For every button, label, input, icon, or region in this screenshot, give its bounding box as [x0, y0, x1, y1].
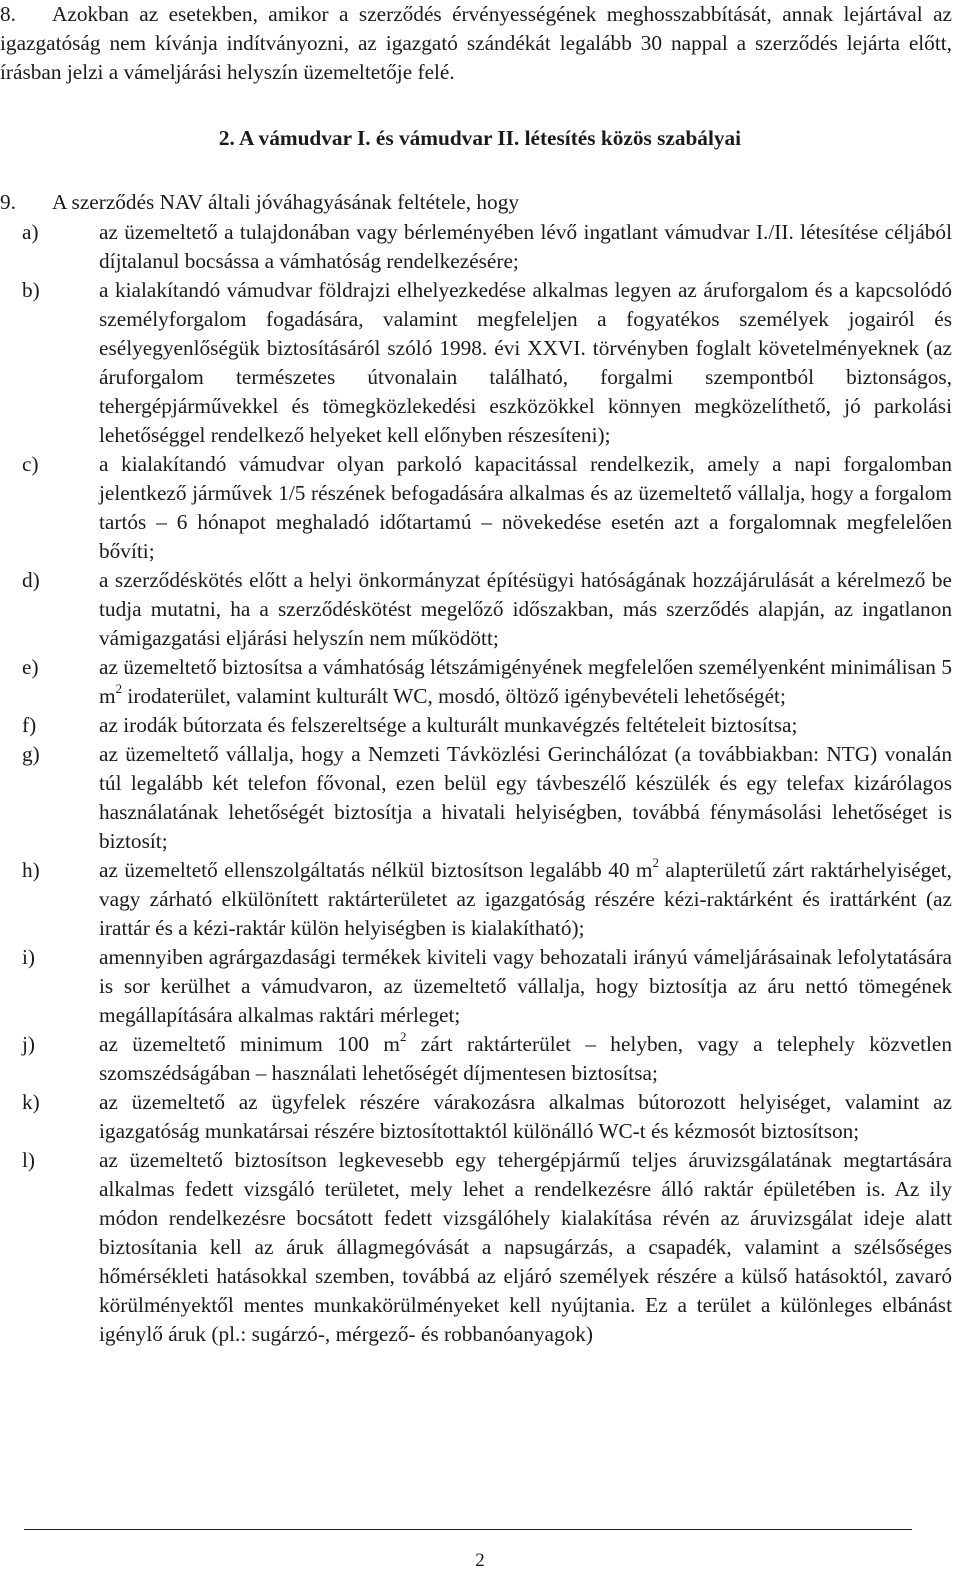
paragraph-8: [0, 0, 952, 87]
list-item-text-before: az üzemeltető biztosítsa a vámhatóság létszámigényének megfelelően személyenként minimálisan 5 m: [99, 655, 952, 708]
list-item-f: [0, 711, 952, 740]
list-item-text: [99, 1030, 952, 1088]
list-item-text: az irodák bútorzata és felszereltsége a kulturált munkavégzés feltételeit biztosítsa;: [99, 713, 798, 737]
list-item-c: [0, 450, 952, 566]
list-item-label: j): [22, 1032, 36, 1056]
section-heading: 2. A vámudvar I. és vámudvar II. létesítés közös szabályai: [218, 126, 742, 150]
list-item-text: az üzemeltető vállalja, hogy a Nemzeti Távközlési Gerinchálózat (a továbbiakban: NTG) vonalán túl legalább két telefon fővonal, ezen belül egy távbeszélő készülék és egy telefax kizárólagos használatának lehetőségét biztosítja a hivatali helyiségben, továbbá fénymásolási lehetőséget is biztosít;: [99, 742, 952, 853]
superscript: 2: [399, 1028, 407, 1044]
list-item-h: [0, 856, 952, 943]
list-item-i: [0, 943, 952, 1030]
list-item-label: d): [22, 568, 40, 592]
list-item-text-after: zárt raktárterület – helyben, vagy a telephely közvetlen szomszédságában – használati lehetőségét díjmentesen biztosítsa;: [99, 1032, 953, 1085]
list-item-text-before: az üzemeltető minimum 100 m: [99, 1032, 400, 1056]
list-item-g: [0, 740, 952, 856]
list-item-label: h): [22, 858, 40, 882]
list-item-text-after: alapterületű zárt raktárhelyiséget, vagy zárható elkülönített raktárterületet az igazgatóság részére kézi-raktárként és irattárként (az irattár és a kézi-raktár külön helyiségben is kialakítható);: [99, 858, 952, 940]
list-item-k: [0, 1088, 952, 1146]
list-item-text: a kialakítandó vámudvar földrajzi elhelyezkedése alkalmas legyen az áruforgalom és a kapcsolódó személyforgalom fogadására, valamint megfeleljen a fogyatékos személyek jogairól és esélyegyenlőségük biztosításáról szóló 1998. évi XXVI. törvényben foglalt követelményeknek (az áruforgalom természetes útvonalain található, forgalmi szempontból biztonságos, tehergépjárművekkel és tömegközlekedési eszközökkel könnyen megközelíthető, jó parkolási lehetőséggel rendelkező helyeket kell előnyben részesíteni);: [99, 278, 952, 447]
list-item-label: l): [22, 1148, 36, 1172]
list-item-j: [0, 1030, 952, 1088]
paragraph-9-number: 9.: [0, 190, 16, 214]
list-item-d: [0, 566, 952, 653]
list-item-text-before: az üzemeltető ellenszolgáltatás nélkül biztosítson legalább 40 m: [99, 858, 653, 882]
list-item-label: e): [22, 655, 39, 679]
list-item-text: az üzemeltető biztosítson legkevesebb egy tehergépjármű teljes áruvizsgálatának megtartására alkalmas fedett vizsgáló területet, mely lehet a rendelkezésre álló raktár épületében is. Az ily módon rendelkezésre bocsátott fedett vizsgálóhely kialakítása révén az áruvizsgálat ideje alatt biztosítania kell az áruk állagmegóvását a napsugárzás, a csapadék, valamint a szélsőséges hőmérsékleti hatásokkal szemben, továbbá az eljáró személyek részére a külső hatásoktól, zavaró körülményektől mentes munkakörülményeket kell nyújtania. Ez a terület a különleges elbánást igénylő áruk (pl.: sugárzó-, mérgező- és robbanóanyagok): [99, 1148, 952, 1346]
list-item-text: amennyiben agrárgazdasági termékek kiviteli vagy behozatali irányú vámeljárásainak lefolytatására is sor kerülhet a vámudvaron, az üzemeltető vállalja, hogy biztosítja az áru nettó tömegének megállapítására alkalmas raktári mérleget;: [99, 945, 952, 1027]
paragraph-8-text: [0, 0, 952, 87]
list-item-label: k): [22, 1090, 40, 1114]
superscript: 2: [652, 854, 659, 870]
paragraph-9-text: A szerződés NAV általi jóváhagyásának feltétele, hogy: [52, 190, 520, 214]
list-item-text: a kialakítandó vámudvar olyan parkoló kapacitással rendelkezik, amely a napi forgalomban jelentkező járművek 1/5 részének befogadására alkalmas és az üzemeltető vállalja, hogy a forgalom tartós – 6 hónapot meghaladó időtartamú – növekedése esetén azt a forgalomnak megfelelően bővíti;: [99, 452, 952, 563]
list-item-text: az üzemeltető a tulajdonában vagy bérleményében lévő ingatlant vámudvar I./II. létesítése céljából díjtalanul bocsássa a vámhatóság rendelkezésére;: [99, 220, 952, 273]
list-item-text: [99, 653, 952, 711]
list-item-text-after: irodaterület, valamint kulturált WC, mosdó, öltöző igénybevételi lehetőségét;: [122, 684, 786, 708]
list-item-label: b): [22, 278, 40, 302]
paragraph-8-body: Azokban az esetekben, amikor a szerződés érvényességének meghosszabbítását, annak lejártával az igazgatóság nem kívánja indítványozni, az igazgató szándékát legalább 30 nappal a szerződés lejárta előtt, írásban jelzi a vámeljárási helyszín üzemeltetője felé.: [0, 2, 952, 84]
list-item-l: [0, 1146, 952, 1349]
list-item-label: c): [22, 452, 39, 476]
list-item-label: g): [22, 742, 40, 766]
page-number: 2: [475, 1550, 485, 1571]
list-item-b: [0, 276, 952, 450]
list-item-text: az üzemeltető az ügyfelek részére várakozásra alkalmas bútorozott helyiséget, valamint az igazgatóság munkatársai részére biztosítottaktól különálló WC-t és kézmosót biztosítson;: [99, 1090, 952, 1143]
list-item-label: f): [22, 713, 37, 737]
list-item-label: i): [22, 945, 36, 969]
superscript: 2: [115, 680, 123, 696]
footer-divider: [24, 1529, 912, 1530]
requirements-list: [0, 218, 952, 1349]
list-item-text: a szerződéskötés előtt a helyi önkormányzat építésügyi hatóságának hozzájárulását a kérelmező be tudja mutatni, ha a szerződéskötést megelőző időszakban, más szerződés alapján, az ingatlanon vámigazgatási eljárási helyszín nem működött;: [99, 568, 952, 650]
paragraph-8-number: 8.: [0, 2, 16, 26]
list-item-label: a): [22, 220, 39, 244]
list-item-text: [99, 856, 952, 943]
list-item-a: [0, 218, 952, 276]
paragraph-9: [0, 188, 952, 217]
list-item-e: [0, 653, 952, 711]
